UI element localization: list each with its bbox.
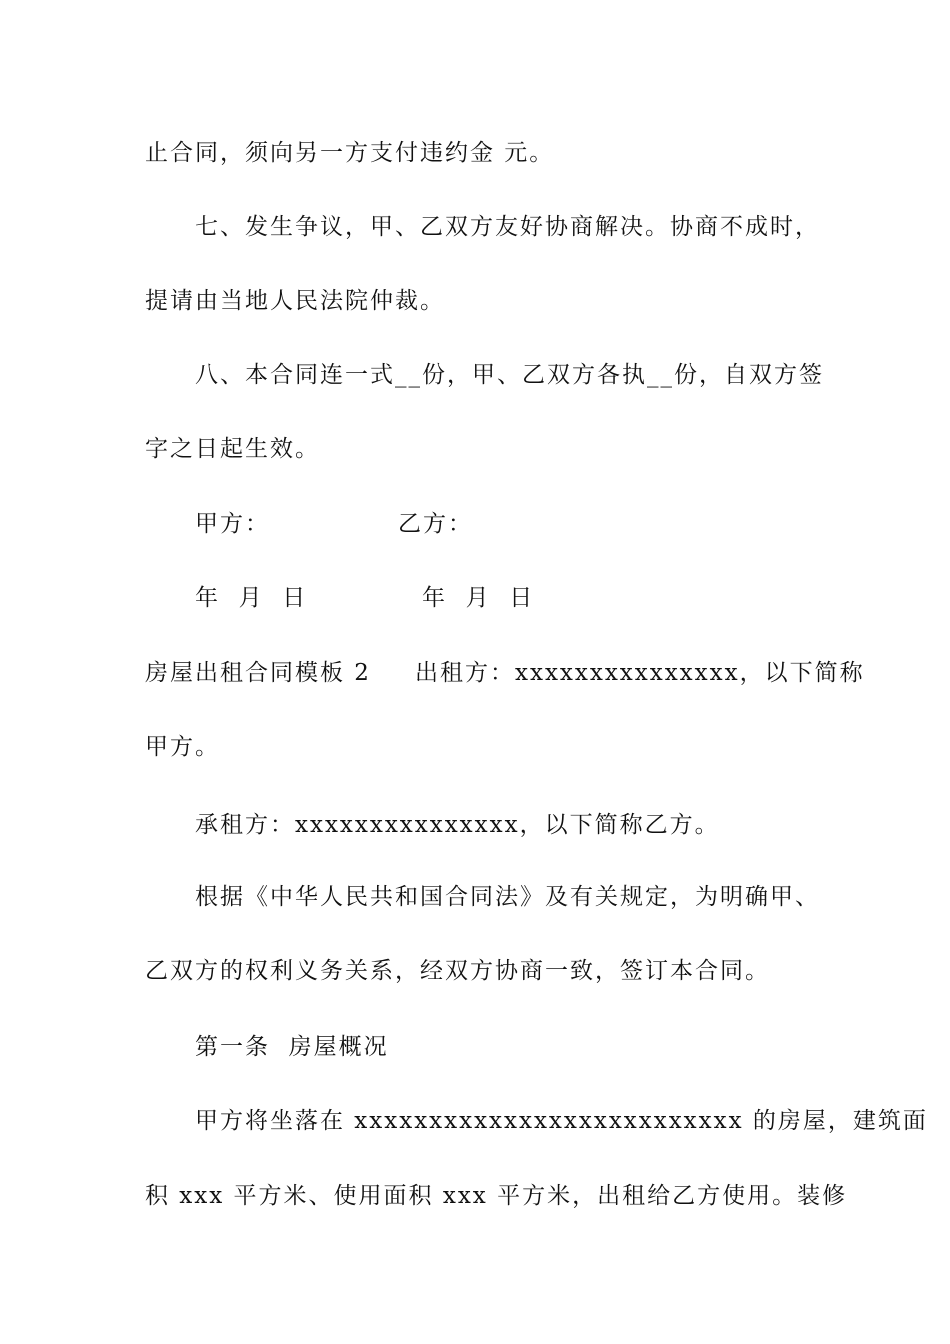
paragraph-clause-8: 八、本合同连一式__份，甲、乙双方各执__份，自双方签 xyxy=(195,362,824,388)
lessee-line: 承租方：xxxxxxxxxxxxxxx，以下简称乙方。 xyxy=(195,812,720,838)
signature-party-b: 乙方： xyxy=(398,511,473,537)
lessor-line: 出租方：xxxxxxxxxxxxxxx，以下简称 xyxy=(415,660,865,686)
paragraph-penalty-end: 止合同，须向另一方支付违约金 元。 xyxy=(145,140,555,166)
template-2-title: 房屋出租合同模板 2 xyxy=(145,660,371,686)
paragraph-clause-8-cont: 字之日起生效。 xyxy=(145,436,320,462)
signature-party-a: 甲方： xyxy=(195,511,270,537)
lessor-line-cont: 甲方。 xyxy=(145,734,220,760)
basis-paragraph: 根据《中华人民共和国合同法》及有关规定，为明确甲、 xyxy=(195,884,820,910)
basis-paragraph-cont: 乙双方的权利义务关系，经双方协商一致，签订本合同。 xyxy=(145,958,770,984)
signature-date-b: 年 月 日 xyxy=(422,585,535,611)
signature-date-a: 年 月 日 xyxy=(195,585,308,611)
paragraph-clause-7-cont: 提请由当地人民法院仲裁。 xyxy=(145,288,445,314)
article-1-title: 第一条 房屋概况 xyxy=(195,1034,389,1060)
article-1-paragraph-cont: 积 xxx 平方米、使用面积 xxx 平方米，出租给乙方使用。装修 xyxy=(145,1183,848,1209)
paragraph-clause-7: 七、发生争议，甲、乙双方友好协商解决。协商不成时， xyxy=(195,214,820,240)
article-1-paragraph: 甲方将坐落在 xxxxxxxxxxxxxxxxxxxxxxxxxx 的房屋，建筑面 xyxy=(195,1108,928,1134)
